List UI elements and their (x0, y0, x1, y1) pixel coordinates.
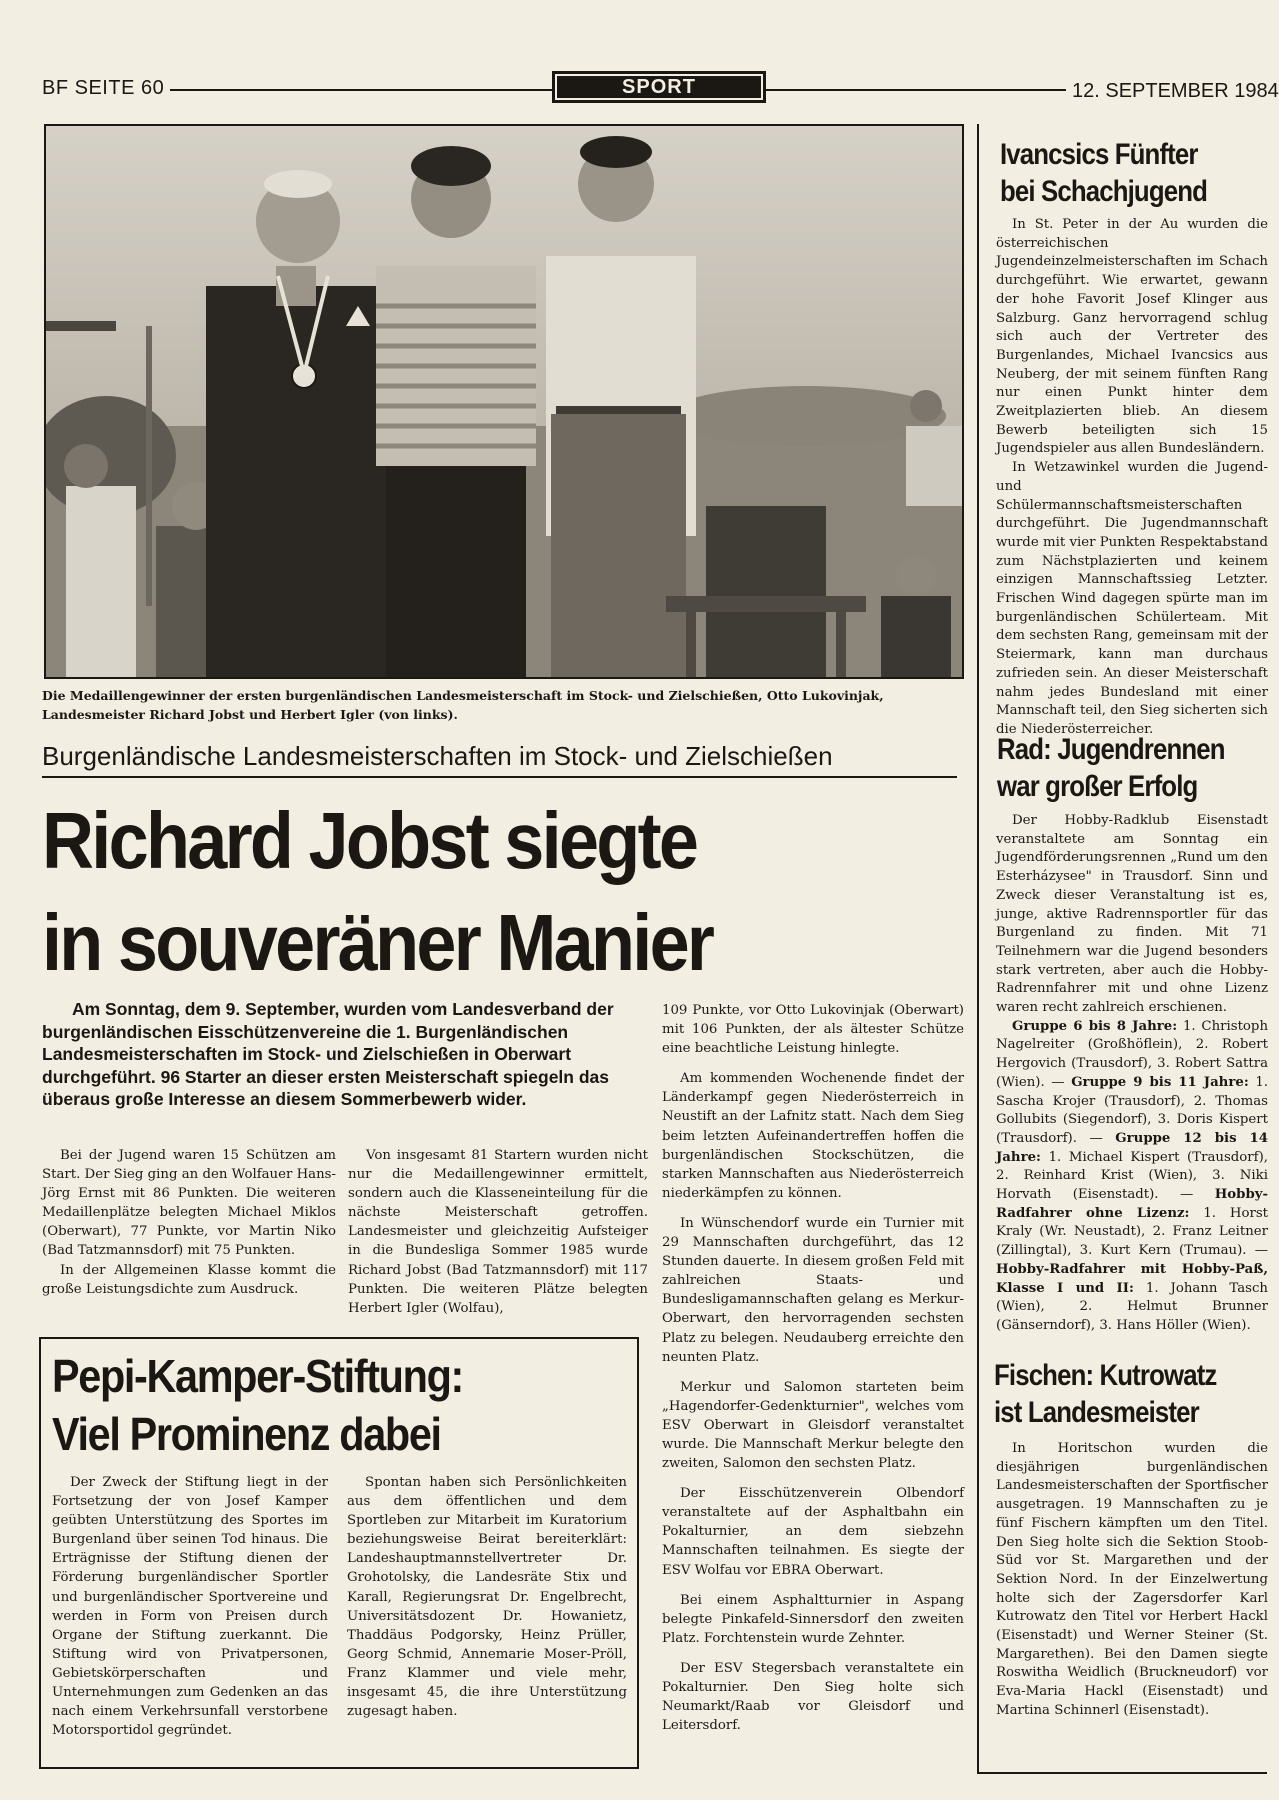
chess-article (996, 216, 1268, 740)
stiftung-column-2 (347, 1473, 627, 1721)
section-label: SPORT (557, 76, 761, 98)
paragraph: In Wünschendorf wurde ein Turnier mit 29 Mannschaften durchgeführt, das 12 Stunden dauerte. In diesem großen Feld mit zahlreichen Staats- und Bundesligamannschaften gelang es Merkur-Oberwart, den hervorragenden sechsten Platz zu belegen. Neudauberg erreichte den neunten Platz. (662, 1215, 964, 1365)
paragraph: Am kommenden Wochenende findet der Länderkampf gegen Niederösterreich in Neustift an der Lafnitz statt. Nach dem Sieg beim letzten Aufeinandertreffen hoffen die burgenländischen Stockschützen, die starken Mannschaften aus Niederösterreich niederkämpfen zu können. (662, 1071, 964, 1201)
article-column-2 (348, 1146, 648, 1318)
headline-line-2: in souveräner Manier (42, 898, 713, 987)
paragraph: Bei einem Asphaltturnier in Aspang belegte Pinkafeld-Sinnersdorf den zweiten Platz. Forchtenstein wurde Zehnter. (662, 1592, 964, 1646)
paragraph: 109 Punkte, vor Otto Lukovinjak (Oberwart) mit 106 Punkten, der als ältester Schütze eine beachtliche Leistung hinlegte. (662, 1003, 964, 1057)
result-group-label: Gruppe 9 bis 11 Jahre: (1071, 1074, 1249, 1090)
paragraph: In Wetzawinkel wurden die Jugend- und Schülermannschaftsmeisterschaften durchgeführt. Die Jugendmannschaft wurde mit vier Punkten Respektabstand zum Nächstplazierten und keinem einzigen Mannschaftssieg Letzter. Frischen Wind dagegen spürte man im burgenländischen Schülerteam. Mit dem sechsten Rang, gemeinsam mit der Steiermark, kann man durchaus zufrieden sein. An dieser Meisterschaft nahm jedes Bundesland mit einer Mannschaft teil, den Sieg sicherten sich die Niederösterreicher. (996, 460, 1268, 737)
paragraph: Von insgesamt 81 Startern wurden nicht nur die Medaillengewinner ermittelt, sondern auch die Klasseneinteilung für die nächste Meisterschaft getroffen. Landesmeister und gleichzeitig Aufsteiger in die Bundesliga Sommer 1985 wurde Richard Jobst (Bad Tatzmannsdorf) mit 117 Punkten. Die weiteren Plätze belegten Herbert Igler (Wolfau), (348, 1148, 648, 1316)
medal-winners-photo (44, 124, 964, 679)
paragraph: Merkur und Salomon starteten beim „Hagendorfer-Gedenkturnier", welches vom ESV Oberwart in Gleisdorf veranstaltet wurde. Die Mannschaft Merkur belegte den zweiten, Salomon den sechsten Platz. (662, 1379, 964, 1472)
page-number: BF SEITE 60 (42, 77, 165, 99)
paragraph: In Horitschon wurden die diesjährigen burgenländischen Landesmeisterschaften der Sportfischer ausgetragen. 19 Mannschaften zu je fünf Fischern kämpften um den Titel. Den Sieg holte sich die Sektion Stoob-Süd vor St. Margarethen und der Sektion Nord. In der Einzelwertung holte sich der Zagersdorfer Karl Kutrowatz den Titel vor Herbert Hackl (Eisenstadt) und Werner Steiner (St. Margarethen). Bei den Damen siegte Roswitha Weidlich (Bruckneudorf) vor Eva-Maria Hackl (Eisenstadt) und Martina Schinnerl (Eisenstadt). (996, 1441, 1268, 1718)
cycling-headline-line-1: Rad: Jugendrennen (997, 733, 1225, 766)
paragraph: Der Hobby-Radklub Eisenstadt veranstaltete am Sonntag ein Jugendförderungsrennen „Rund um den Esterházysee" in Trausdorf. Sinn und Zweck dieser Veranstaltung ist es, junge, aktive Radrennsportler für das Burgenland zu finden. Mit 71 Teilnehmern war die Jugend besonders stark vertreten, aber auch die Hobby-Radrennfahrer mit und ohne Lizenz waren recht zahlreich erschienen. (996, 813, 1268, 1016)
paragraph: Der ESV Stegersbach veranstaltete ein Pokalturnier. Den Sieg holte sich Neumarkt/Raab vor Gleisdorf und Leitersdorf. (662, 1660, 964, 1734)
results-paragraph (996, 1018, 1268, 1336)
article-lead: Am Sonntag, dem 9. September, wurden vom Landesverband der burgenländischen Eisschützenvereine die 1. Burgenländischen Landesmeisterschaften im Stock- und Zielschießen in Oberwart durchgeführt. 96 Starter an dieser ersten Meisterschaft spiegeln das überaus große Interesse an diesem Sommerbewerb wider. (42, 999, 614, 1109)
issue-date: 12. SEPTEMBER 1984 (1072, 80, 1279, 102)
cycling-article (996, 812, 1268, 1336)
sidebar-bottom-rule (977, 1772, 1267, 1774)
chess-headline-line-1: Ivancsics Fünfter (1000, 138, 1198, 171)
headline-line-1: Richard Jobst siegte (42, 796, 697, 885)
photo-illustration (46, 126, 962, 677)
result-group-label: Gruppe 12 bis 14 Jahre: (996, 1130, 1268, 1165)
article-headline (42, 790, 879, 994)
paragraph: In der Allgemeinen Klasse kommt die große Leistungsdichte zum Ausdruck. (42, 1262, 336, 1297)
stiftung-headline (52, 1347, 583, 1463)
paragraph: Der Zweck der Stiftung liegt in der Fortsetzung der von Josef Kamper geübten Unterstützung des Sportes im Burgenland über seinen Tod hinaus. Die Erträgnisse der Stiftung dienen der Förderung burgenländischer Sportler und burgenländischer Sportvereine und werden in Form von Preisen durch Organe der Stiftung zuerkannt. Die Stiftung wird von Privatpersonen, Gebietskörperschaften und Unternehmungen zum Gedenken an das nach einem Verkehrsunfall verstorbene Motorsportidol gegründet. (52, 1475, 328, 1739)
paragraph: Der Eisschützenverein Olbendorf veranstaltete auf der Asphaltbahn ein Pokalturnier, an dem siebzehn Mannschaften teilnahmen. Es siegte der ESV Wolfau vor EBRA Oberwart. (662, 1486, 964, 1578)
result-group-text: 1. Michael Kispert (Trausdorf), 2. Reinhard Krist (Wien), 3. Niki Horvath (Eisenstadt). — (996, 1149, 1268, 1203)
cycling-headline (997, 731, 1225, 805)
result-group-text: 1. Christoph Nagelreiter (Großhöflein), 2. Robert Hergovich (Trausdorf), 3. Robert Sattra (Wien). — (996, 1018, 1269, 1090)
result-group-label: Hobby-Radfahrer ohne Lizenz: (996, 1187, 1268, 1221)
photo-caption: Die Medaillengewinner der ersten burgenländischen Landesmeisterschaft im Stock- und Zielschießen, Otto Lukovinjak, Landesmeister Richard Jobst und Herbert Igler (von links). (42, 688, 884, 722)
result-group-text: 1. Johann Tasch (Wien), 2. Helmut Brunner (Gänserndorf), 3. Hans Höller (Wien). (996, 1280, 1268, 1333)
sidebar-rule (977, 124, 979, 1774)
stiftung-column-1 (52, 1473, 328, 1740)
paragraph: Spontan haben sich Persönlichkeiten aus dem öffentlichen und dem Sportleben zur Mitarbeit im Kuratorium beziehungsweise Beirat bereiterklärt: Landeshauptmannstellvertreter Dr. Grohotolsky, die Landesräte Stix und Karall, Regierungsrat Dr. Engelbrecht, Universitätsdozent Dr. Howanietz, Thaddäus Podgorsky, Heinz Prüller, Georg Schmid, Annemarie Moser-Pröll, Franz Klammer und viele mehr, insgesamt 45, die ihre Unterstützung zugesagt haben. (347, 1475, 627, 1720)
kicker-rule (42, 776, 957, 778)
article-column-1 (42, 1146, 336, 1299)
result-group-label: Gruppe 6 bis 8 Jahre: (1012, 1018, 1178, 1034)
stiftung-headline-line-2: Viel Prominenz dabei (52, 1408, 441, 1460)
fishing-article (996, 1440, 1268, 1721)
article-column-3 (662, 1001, 964, 1746)
result-group-label: Hobby-Radfahrer mit Hobby-Paß, Klasse I und II: (996, 1261, 1268, 1296)
paragraph: In St. Peter in der Au wurden die österreichischen Jugendeinzelmeisterschaften im Schach durchgeführt. Wie erwartet, gewann der hohe Favorit Josef Klinger aus Salzburg. Ganz hervorragend schlug sich auch der Vertreter des Burgenlandes, Michael Ivancsics aus Neuberg, der mit seinem fünften Rang nur einen Punkt hinter dem Zweitplazierten blieb. An diesem Bewerb beteiligten sich 15 Jugendspieler aus allen Bundesländern. (996, 217, 1268, 457)
chess-headline (1000, 136, 1207, 210)
article-kicker: Burgenländische Landesmeisterschaften im Stock- und Zielschießen (42, 741, 833, 771)
chess-headline-line-2: bei Schachjugend (1000, 175, 1208, 208)
stiftung-headline-line-1: Pepi-Kamper-Stiftung: (52, 1350, 463, 1402)
result-group-text: 1. Horst Kraly (Wr. Neustadt), 2. Franz Leitner (Zillingtal), 3. Kurt Kern (Trumau). — (996, 1205, 1268, 1259)
fishing-headline (994, 1357, 1216, 1431)
cycling-headline-line-2: war großer Erfolg (997, 770, 1198, 803)
fishing-headline-line-2: ist Landesmeister (994, 1396, 1199, 1429)
result-group-text: 1. Sascha Krojer (Trausdorf), 2. Thomas Gollubits (Siegendorf), 3. Doris Kispert (Trausdorf). — (996, 1074, 1268, 1146)
paragraph: Bei der Jugend waren 15 Schützen am Start. Der Sieg ging an den Wolfauer Hans-Jörg Ernst mit 86 Punkten. Die weiteren Medaillenplätze belegten Michael Miklos (Oberwart), 77 Punkte, vor Martin Niko (Bad Tatzmannsdorf) mit 75 Punkten. (42, 1148, 336, 1259)
header-rule-right (766, 89, 1066, 91)
fishing-headline-line-1: Fischen: Kutrowatz (994, 1359, 1217, 1392)
section-badge (552, 71, 766, 103)
header-rule-left (170, 89, 552, 91)
